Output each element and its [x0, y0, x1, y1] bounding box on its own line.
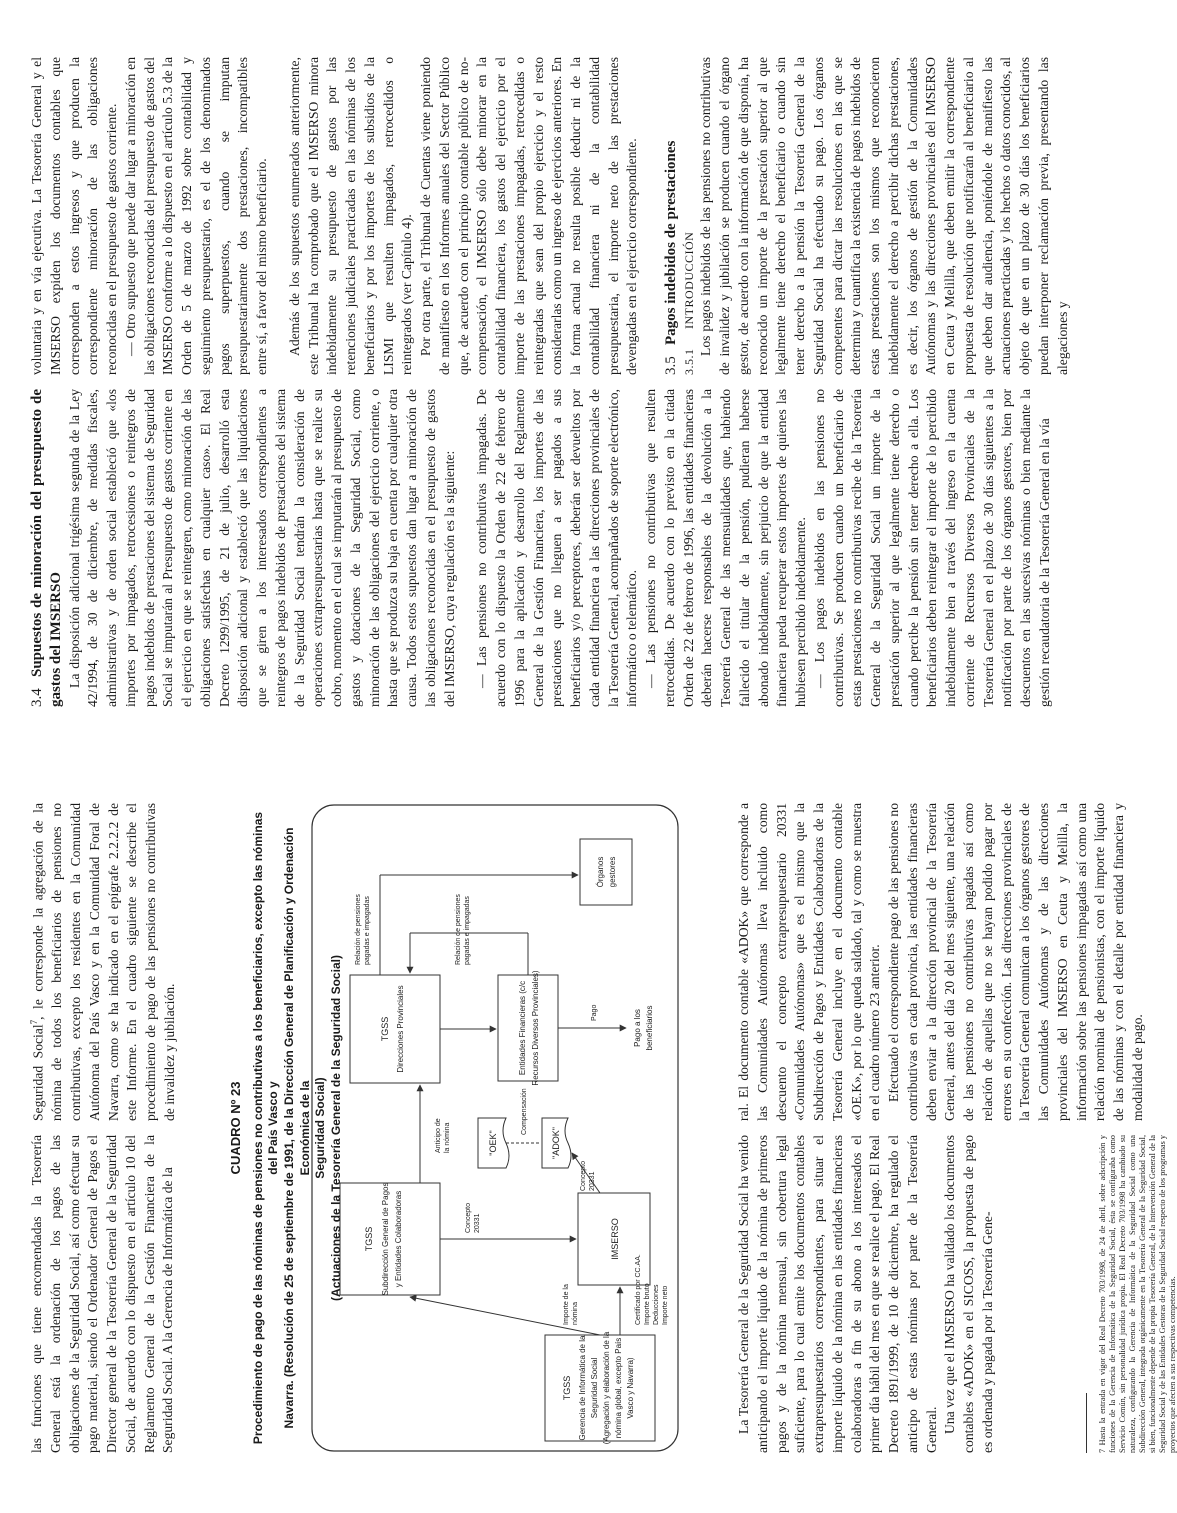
paragraph: — Las pensiones no contributivas que resulten retrocedidas. De acuerdo con lo previsto en la citada Orden de 22 de febrero de 1996, las entidades financieras deberán hacerse responsables de la devolución a la Tesorería General de las mensualidades que, habiendo fallecido el titular de la pensión, pudieran haberse abonado indebidamente, sin perjuicio de que la entidad financiera pueda recuperar estos importes de quienes las hubiesen percibido indebidamente. — [643, 389, 808, 707]
label-concepto-1: Concepto — [465, 1203, 472, 1233]
svg-text:Seguridad Social: Seguridad Social — [590, 1357, 599, 1419]
svg-text:gestores: gestores — [608, 856, 617, 888]
figure-title-1: Procedimiento de pago de las nóminas de pensiones no contributivas a los beneficiarios, excepto las nóminas del País Vasco y — [250, 811, 281, 1445]
left-col1-top — [28, 1135, 178, 1453]
footnote: 7 Hasta la entrada en vigor del Real Decreto 703/1998, de 24 de abril, sobre adscripción y funciones de la Gerencia de Informática de la Seguridad Social, ésta se configuraba como Servicio Común, sin personalidad jurídica propia. El Real Decreto 703/1998 ha cambiado su naturaleza, configurando la Gerencia de Informática de la Seguridad Social como una Subdirección General, integrada orgánicamente en la Tesorería General de la Seguridad Social, si bien, funcionalmente depende de la propia Tesorería General, de la Intervención General de la Seguridad Social y de las Entidades Gestoras de la Seguridad Social respecto de los programas y proyectos que afecten a sus respectivas competencias. — [1098, 1135, 1177, 1453]
label-pago-beneficiarios-1: Pago a los — [633, 1009, 642, 1047]
box-gerencia — [545, 1331, 655, 1444]
label-relacion1-2: pagadas e impagadas — [464, 896, 471, 965]
label-importe-2: nómina — [572, 1302, 579, 1325]
paragraph: ral. El documento contable «ADOK» que corresponde a las Comunidades Autónomas lleva incluido como descuento el concepto extrapresupuestario 20331 «Comunidades Autónomas» que es el mismo que la Subdirección de Pagos y Entidades Colaboradoras de la Tesorería General incluye en el documento contable «OE.K», por lo que queda saldado, tal y como se muestra en el cuadro número 23 anterior. — [736, 803, 883, 1121]
doc-oek — [478, 1118, 509, 1168]
paragraph: La Tesorería General de la Seguridad Social ha venido anticipando el importe líquido de la nómina de primeros pagos y de la nómina mensual, sin cobertura legal suficiente, para lo cual emite los documentos contables extrapresupuestarios correspondientes, para situar el importe líquido de la nómina en las entidades financieras colaboradoras a fin de su abono a los interesados el primer día hábil del mes en que se realice el pago. El Real Decreto 1891/1999, de 10 de diciembre, ha regulado el anticipo de estas nóminas por parte de la Tesorería General. — [736, 1135, 939, 1453]
footnote-ref: 7 — [29, 1019, 39, 1025]
label-pago: Pago — [591, 1004, 598, 1021]
paragraph: Efectuado el correspondiente pago de las pensiones no contributivas en cada provincia, las entidades financieras deben enviar a la dirección provincial de la Tesorería General, antes del día 20 del mes siguiente, una relación de las pensiones no contributivas pagadas así como relación de aquellas que no se hayan podido pagar por errores en su confección. Las direcciones provinciales de la Tesorería General comunican a los órganos gestores de las Comunidades Autónomas y de las direcciones provinciales del IMSERSO en Ceuta y Melilla, la información sobre las pensiones impagadas así como una relación nominal de pensionistas, con el importe líquido de las nóminas y con el detalle por entidad financiera y modalidad de pago. — [886, 803, 1145, 1121]
svg-text:"ADOK": "ADOK" — [551, 1127, 561, 1159]
svg-text:Subdirección General de Pagos: Subdirección General de Pagos — [381, 1182, 390, 1296]
paragraph: Además de los supuestos enumerados anteriormente, este Tribunal ha comprobado que el IMSERSO minora indebidamente su presupuesto de gastos por las retenciones judiciales practicadas en las nóminas de los beneficiarios y por los importes de los subsidios de la LISMI que resulten impagados, retrocedidos o reintegrados (ver Capítulo 4). — [286, 57, 415, 375]
left-col2-bottom — [735, 803, 1148, 1121]
svg-text:Direcciones Provinciales: Direcciones Provinciales — [396, 985, 405, 1073]
left-col1-bottom — [735, 1135, 998, 1453]
svg-text:(Agregación y elaboración de l: (Agregación y elaboración de la — [602, 1331, 611, 1445]
payment-flow-diagram — [310, 803, 680, 1453]
paragraph: — Los pagos indebidos en las pensiones no contributivas. Se producen cuando un beneficiario de estas prestaciones no contributivas recibe de la Tesorería General de la Seguridad Social un importe de la prestación superior al que legalmente tiene derecho o cuando percibe la pensión sin tener derecho a ella. Los beneficiarios deben reintegrar el importe de lo percibido indebidamente bien a través del ingreso en la cuenta corriente de Recursos Diversos Provinciales de la Tesorería General en el plazo de 30 días siguientes a la notificación por parte de los órganos gestores, bien por descuentos en las sucesivas nóminas o bien mediante la gestión recaudatoria de la Tesorería General en la vía — [811, 389, 1052, 707]
svg-text:"OEK": "OEK" — [488, 1130, 498, 1156]
footnote-rule — [1086, 1393, 1087, 1453]
label-pago-beneficiarios-2: beneficiarios — [645, 1005, 654, 1051]
figure-title-2: Navarra. (Resolución de 25 de septiembre de 1991, de la Dirección General de Planificación y Ordenación Económica de la — [282, 827, 312, 1429]
svg-text:Gerencia de Informática de la: Gerencia de Informática de la — [578, 1335, 587, 1441]
label-concepto-2: 20331 — [474, 1213, 481, 1233]
figure-caption: (Actuaciones de la Tesorería General de la Seguridad Social) — [328, 955, 343, 1301]
right-page — [0, 1, 1177, 757]
paragraph: Por otra parte, el Tribunal de Cuentas viene poniendo de manifiesto en los Informes anuales del Sector Público que, de acuerdo con el principio contable público de no-compensación, el IMSERSO sólo debe minorar en la contabilidad financiera, los gastos del ejercicio por el importe de las prestaciones impagadas, retrocedidas o reintegradas que sean del propio ejercicio y el resto considerarlas como un ingreso de ejercicios anteriores. En la forma actual no resulta posible deducir ni de la contabilidad financiera ni de la contabilidad presupuestaria, el importe neto de las prestaciones devengadas en el ejercicio correspondiente. — [418, 57, 640, 375]
label-certificado-2: Importe bruto — [644, 1283, 651, 1325]
paragraph: voluntaria y en vía ejecutiva. La Tesorería General y el IMSERSO expiden los documentos contables que corresponden a estos ingresos y que producen la correspondiente minoración de las obligaciones reconocidas en el presupuesto de gastos corriente. — [29, 57, 119, 375]
svg-text:y Entidades Colaboradoras: y Entidades Colaboradoras — [394, 1190, 403, 1288]
left-col2-top — [28, 803, 180, 1121]
svg-text:IMSERSO: IMSERSO — [610, 1218, 620, 1260]
label-relacion1-1: Relación de pensiones — [455, 894, 462, 965]
svg-text:Entidades Financieras (c/c: Entidades Financieras (c/c — [518, 980, 527, 1076]
paragraph: La disposición adicional trigésima segunda de la Ley 42/1994, de 30 de diciembre, de medidas fiscales, administrativas y de orden social estableció que «los importes por impagados, retrocesiones o reintegros de pagos indebidos de prestaciones del sistema de Seguridad Social se imputarán al Presupuesto de gastos corriente en el ejercicio en que se reintegren, como minoración de las obligaciones satisfechas en cualquier caso». El Real Decreto 1299/1995, de 21 de julio, desarrolló esta disposición adicional y estableció que las liquidaciones que se giren a los interesados correspondientes a reintegros de pagos indebidos de prestaciones del sistema de la Seguridad Social tendrán la consideración de operaciones extrapresupuestarias hasta que se realice su cobro, momento en el cual se imputarán al presupuesto de gastos y dotaciones de la Seguridad Social, como minoración de las obligaciones del ejercicio corriente, o hasta que se produzca su baja en cuenta por cualquier otra causa. Todos estos supuestos dan lugar a minoración de las obligaciones reconocidas en el presupuesto de gastos del IMSERSO, cuya regulación es la siguiente: — [66, 389, 457, 707]
label-relacion2-1: Relación de pensiones — [355, 894, 362, 965]
svg-text:nómina global, excepto País: nómina global, excepto País — [614, 1337, 623, 1439]
left-page — [0, 757, 1177, 1513]
label-anticipo-1: Anticipo de — [435, 1118, 442, 1153]
svg-text:TGSS: TGSS — [364, 1226, 374, 1252]
label-relacion2-2: pagadas e impagadas — [364, 896, 371, 965]
svg-text:TGSS: TGSS — [380, 1016, 390, 1042]
figure-title-3: Seguridad Social) — [313, 1077, 328, 1179]
box-organos — [580, 839, 632, 905]
label-concepto2-1: Concepto — [580, 1161, 587, 1191]
label-concepto2-2: 20331 — [589, 1171, 596, 1191]
label-anticipo-2: la nómina — [444, 1122, 451, 1153]
cuadro-number: CUADRO Nº 23 — [228, 1081, 243, 1175]
subsection-heading-3-5-1: 3.5.1INTRODUCCIÓN — [681, 231, 696, 375]
box-subdireccion — [340, 1183, 440, 1296]
box-entidades — [498, 970, 558, 1085]
paragraph: — Las pensiones no contributivas impagadas. De acuerdo con lo dispuesto la Orden de 22 de febrero de 1996 para la aplicación y desarrollo del Reglamento General de la Gestión Financiera, los importes de las prestaciones que no lleguen a ser pagados a sus beneficiarios y/o perceptores, deberán ser devueltos por cada entidad financiera a las direcciones provinciales de la Tesorería General, acompañados de soporte electrónico, informático o telemático. — [474, 389, 640, 707]
right-col2 — [28, 57, 1072, 375]
section-heading-3-4: 3.4Supuestos de minoración del presupuesto de gastos del IMSERSO — [29, 389, 64, 707]
right-col1 — [28, 389, 1055, 707]
label-importe-1: Importe de la — [563, 1284, 570, 1325]
label-certificado-3: Deducciones — [653, 1284, 660, 1325]
paragraph: las funciones que tiene encomendadas la Tesorería General está la ordenación de los pagos de las obligaciones de la Seguridad Social, así como efectuar su pago material, siendo el Ordenador General de Pagos el Director general de la Tesorería General de la Seguridad Social, de acuerdo con lo dispuesto en el artículo 10 del Reglamento General de la Gestión Financiera de la Seguridad Social. A la Gerencia de Informática de la — [29, 1135, 176, 1453]
doc-adok — [542, 1118, 571, 1168]
section-heading-3-5: 3.5Pagos indebidos de prestaciones — [663, 140, 679, 375]
label-compensacion: Compensación — [521, 1088, 528, 1135]
paragraph: Una vez que el IMSERSO ha validado los documentos contables «ADOK» en el SICOSS, la propuesta de pago es ordenada y pagada por la Tesorería Gene- — [942, 1135, 995, 1453]
paragraph: Los pagos indebidos de las pensiones no contributivas de invalidez y jubilación se producen cuando el órgano gestor, de acuerdo con la información de que disponía, ha reconocido un importe de la prestación superior al que legalmente tiene derecho el beneficiario o cuando sin tener derecho a la pensión la Tesorería General de la Seguridad Social ha efectuado su pago. Los órganos competentes para dictar las resoluciones en las que se determina y cuantifica la existencia de pagos indebidos de estas prestaciones son los mismos que reconocieron indebidamente el derecho a percibir dichas prestaciones, es decir, los órganos de gestión de la Comunidades Autónomas y las direcciones provinciales del IMSERSO en Ceuta y Melilla, que deben emitir la correspondiente propuesta de resolución que notificarán al beneficiario al que deben dar audiencia, poniéndole de manifiesto las actuaciones practicadas y los hechos o datos conocidos, al objeto de que en un plazo de 30 días los beneficiarios puedan interponer reclamación previa, presentando las alegaciones y — [698, 57, 1070, 375]
paragraph: — Otro supuesto que puede dar lugar a minoración en las obligaciones reconocidas del presupuesto de gastos del IMSERSO conforme a lo dispuesto en el artículo 5.3 de la Orden de 5 de marzo de 1992 sobre contabilidad y seguimiento presupuestario, es el de los denominados pagos superpuestos, cuando se imputan presupuestariamente dos prestaciones, incompatibles entre sí, a favor del mismo beneficiario. — [122, 57, 269, 375]
svg-text:TGSS: TGSS — [562, 1375, 572, 1401]
svg-text:Órganos: Órganos — [596, 856, 605, 888]
svg-text:Vasco y Navarra): Vasco y Navarra) — [626, 1357, 635, 1419]
label-certificado-4: Importe neto — [662, 1285, 669, 1325]
box-direcciones — [350, 975, 440, 1083]
label-certificado-1: Certificado por CC.AA. — [635, 1254, 642, 1325]
svg-text:Recursos Diversos Provinciales: Recursos Diversos Provinciales) — [531, 970, 540, 1086]
paragraph: Seguridad Social$^7$, le corresponde la agregación de la nómina de todos los beneficiarios de pensiones no contributivas, excepto los residentes en la Comunidad Autónoma del País Vasco y en la Comunidad Foral de Navarra, como se ha indicado en el epígrafe 2.2.2.2 de este Informe. En el cuadro siguiente se describe el procedimiento de pago de las pensiones no contributivas de invalidez y jubilación. — [29, 803, 177, 1121]
